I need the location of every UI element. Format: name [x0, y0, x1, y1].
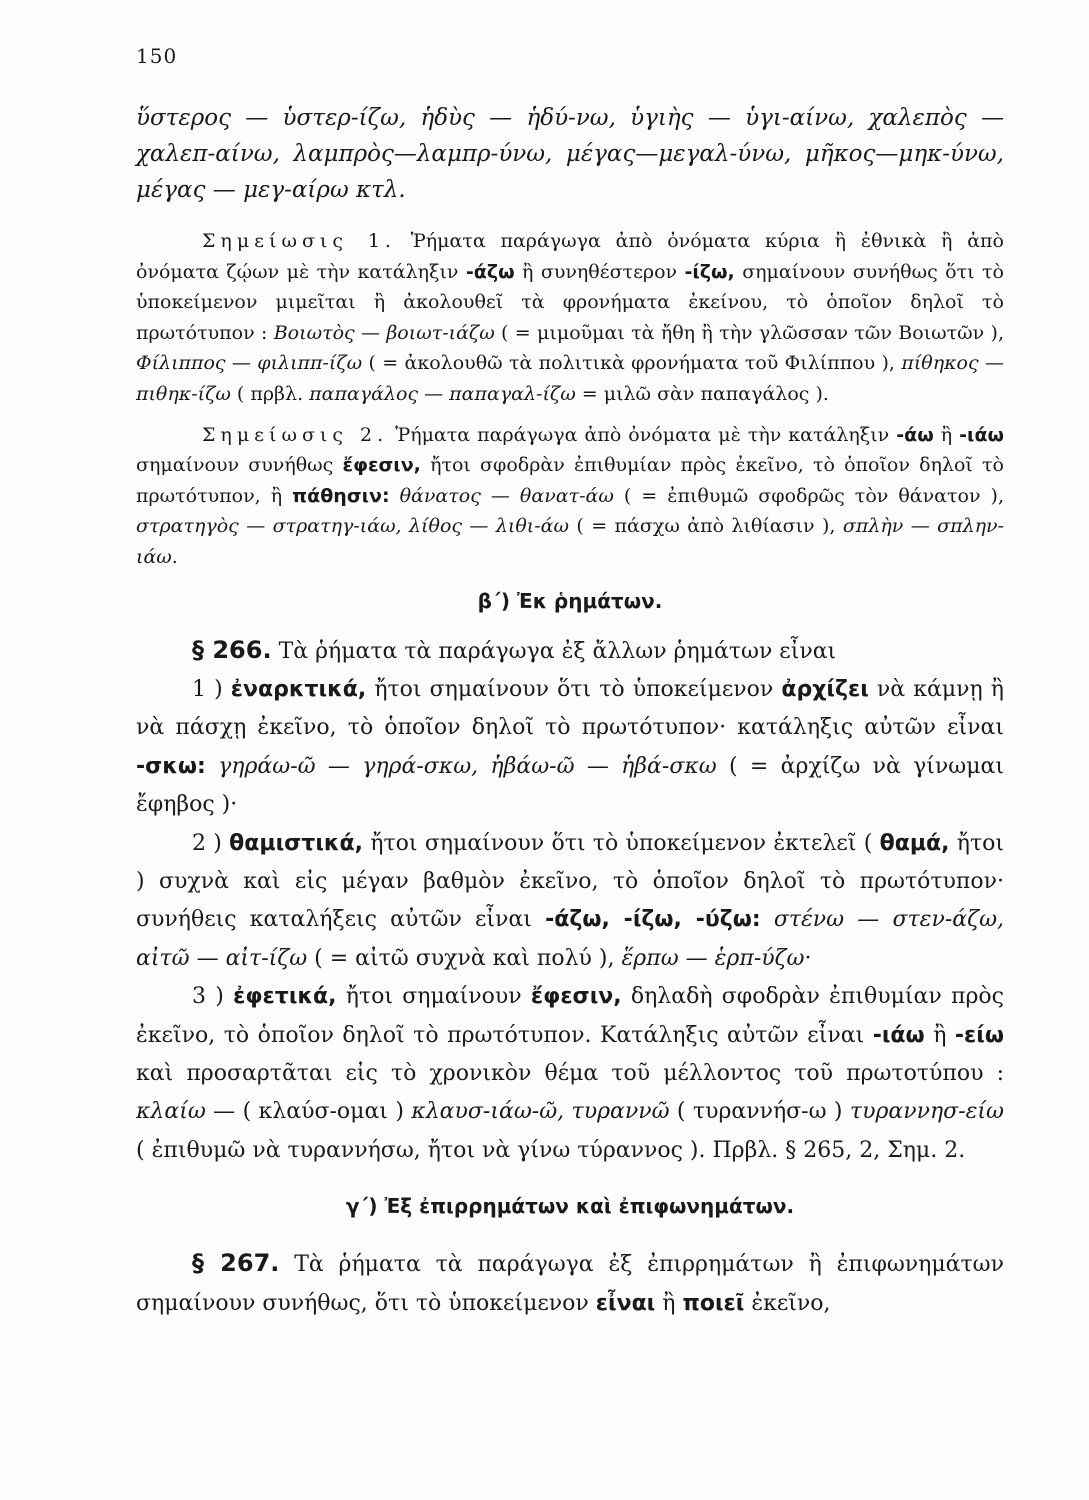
item-1-inchoative: 1 ) ἐναρκτικά, ἤτοι σημαίνουν ὅτι τὸ ὑποκείμενον ἀρχίζει νὰ κάμνῃ ἢ νὰ πάσχῃ ἐκεῖνο, τὸ ὁποῖον δηλοῖ τὸ πρωτότυπον· κατάληξις αὐτῶν εἶναι -σκω: γηράω-ῶ — γηρά-σκω, ἡβάω-ῶ — ἡβά-σκω ( = ἀρχίζω νὰ γίνωμαι ἔφηβος )·	[136, 676, 1004, 818]
note-1-label: Σημείωσις 1.	[202, 230, 396, 252]
page-number: 150	[136, 44, 178, 68]
intro-examples: ὕστερος — ὑστερ-ίζω, ἡδὺς — ἡδύ-νω, ὑγιὴς — ὑγι-αίνω, χαλεπὸς — χαλεπ-αίνω, λαμπρὸς—λαμπρ-ύνω, μέγας—μεγαλ-ύνω, μῆκος—μηκ-ύνω, μέγας — μεγ-αίρω κτλ.	[136, 105, 1004, 203]
item-3-desiderative: 3 ) ἐφετικά, ἤτοι σημαίνουν ἔφεσιν, δηλαδὴ σφοδρὰν ἐπιθυμίαν πρὸς ἐκεῖνο, τὸ ὁποῖον δηλοῖ τὸ πρωτότυπον. Κατάληξις αὐτῶν εἶναι -ιάω ἢ -είω καὶ προσαρτᾶται εἰς τὸ χρονικὸν θέμα τοῦ μέλλοντος τοῦ πρωτοτύπου : κλαίω — ( κλαύσ-ομαι ) κλαυσ-ιάω-ῶ, τυραννῶ ( τυραννήσ-ω ) τυραννησ-είω ( ἐπιθυμῶ νὰ τυραννήσω, ἤτοι νὰ γίνω τύραννος ). Πρβλ. § 265, 2, Σημ. 2.	[136, 984, 1004, 1163]
heading-from-verbs: β΄) Ἐκ ῥημάτων.	[477, 588, 663, 613]
heading-from-adverbs-interjections: γ΄) Ἐξ ἐπιρρημάτων καὶ ἐπιφωνημάτων.	[345, 1194, 795, 1219]
note-2: Σημείωσις 2. Ῥήματα παράγωγα ἀπὸ ὀνόματα μὲ τὴν κατάληξιν -άω ἢ -ιάω σημαίνουν συνήθως ἔφεσιν, ἤτοι σφοδρὰν ἐπιθυμίαν πρὸς ἐκεῖνο, τὸ ὁποῖον δηλοῖ τὸ πρωτότυπον, ἢ πάθησιν: θάνατος — θανατ-άω ( = ἐπιθυμῶ σφοδρῶς τὸν θάνατον ), στρατηγὸς — στρατηγ-ιάω, λίθος — λιθι-άω ( = πάσχω ἀπὸ λιθίασιν ), σπλὴν — σπλην-ιάω.	[136, 423, 1005, 568]
page-content	[136, 100, 1004, 1323]
section-267: § 267. Τὰ ῥήματα τὰ παράγωγα ἐξ ἐπιρρημάτων ἢ ἐπιφωνημάτων σημαίνουν συνήθως, ὅτι τὸ ὑποκείμενον εἶναι ἢ ποιεῖ ἐκεῖνο,	[136, 1249, 1004, 1316]
section-266-number: § 266.	[192, 635, 272, 664]
section-267-number: § 267.	[192, 1249, 280, 1278]
item-2-frequentative: 2 ) θαμιστικά, ἤτοι σημαίνουν ὅτι τὸ ὑποκείμενον ἐκτελεῖ ( θαμά, ἤτοι ) συχνὰ καὶ εἰς μέγαν βαθμὸν ἐκεῖνο, τὸ ὁποῖον δηλοῖ τὸ πρωτότυπον· συνήθεις καταλήξεις αὐτῶν εἶναι -άζω, -ίζω, -ύζω: στένω — στεν-άζω, αἰτῶ — αἰτ-ίζω ( = αἰτῶ συχνὰ καὶ πολύ ), ἕρπω — ἑρπ-ύζω·	[136, 830, 1005, 971]
note-2-label: Σημείωσις 2.	[202, 423, 389, 446]
note-1: Σημείωσις 1. Ῥήματα παράγωγα ἀπὸ ὀνόματα κύρια ἢ ἐθνικὰ ἢ ἀπὸ ὀνόματα ζῴων μὲ τὴν κατάληξιν -άζω ἢ συνηθέστερον -ίζω, σημαίνουν συνήθως ὅτι τὸ ὑποκείμενον μιμεῖται ἢ ἀκολουθεῖ τὰ φρονήματα ἐκείνου, τὸ ὁποῖον δηλοῖ τὸ πρωτότυπον : Βοιωτὸς — βοιωτ-ιάζω ( = μιμοῦμαι τὰ ἤθη ἢ τὴν γλῶσσαν τῶν Βοιωτῶν ), Φίλιππος — φιλιππ-ίζω ( = ἀκολουθῶ τὰ πολιτικὰ φρονήματα τοῦ Φιλίππου ), πίθηκος — πιθηκ-ίζω ( πρβλ. παπαγάλος — παπαγαλ-ίζω = μιλῶ σὰν παπαγάλος ).	[136, 230, 1004, 405]
section-266: § 266. Τὰ ῥήματα τὰ παράγωγα ἐξ ἄλλων ῥημάτων εἶναι	[192, 635, 837, 664]
